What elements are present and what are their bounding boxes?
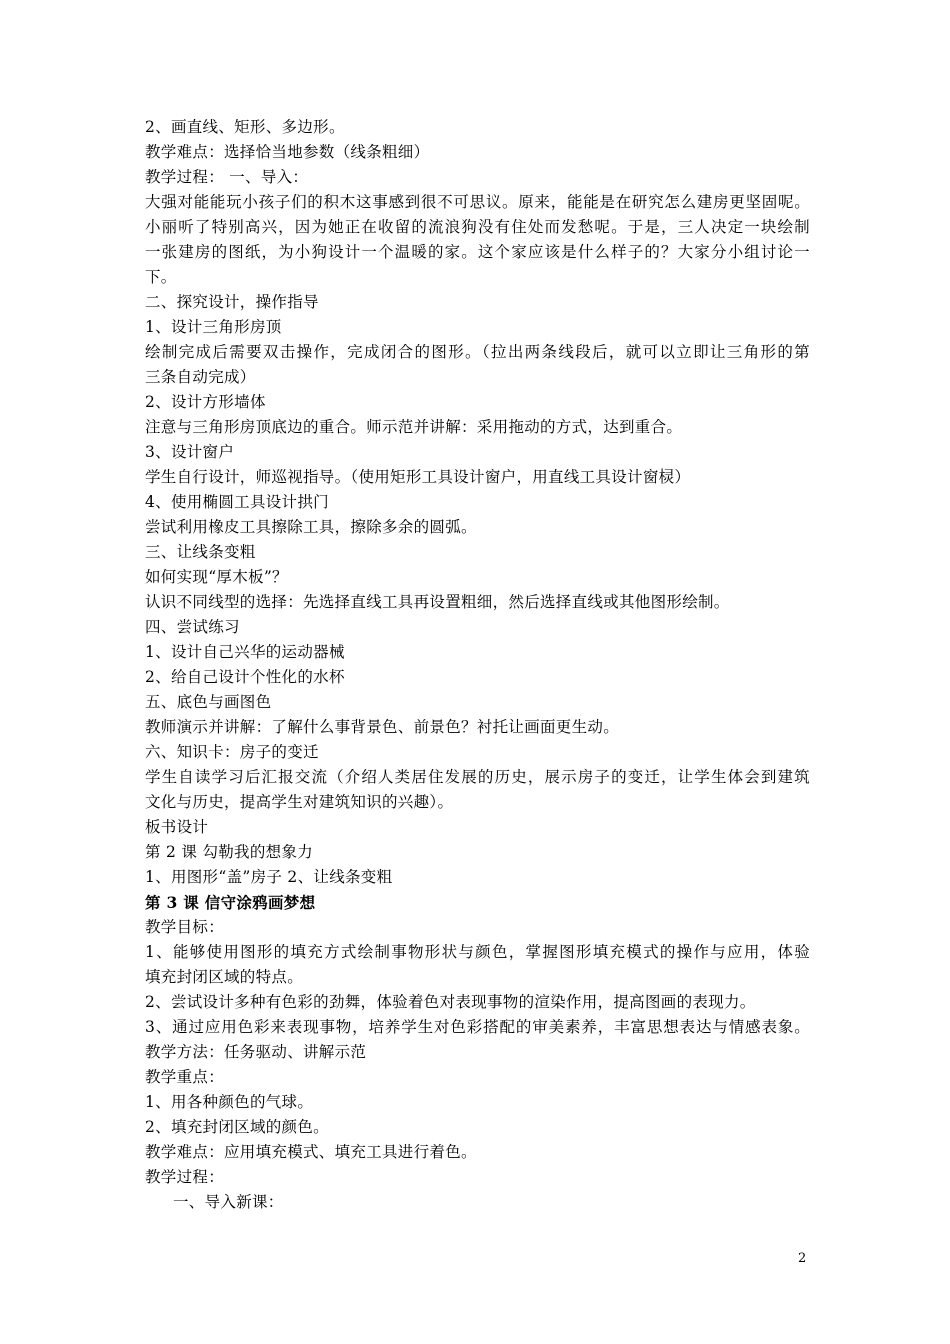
text-line: 2、设计方形墙体 bbox=[145, 393, 266, 411]
text-line: 下。 bbox=[145, 268, 177, 286]
section-heading: 二、探究设计，操作指导 bbox=[145, 293, 319, 311]
text-line: 尝试利用橡皮工具擦除工具，擦除多余的圆弧。 bbox=[145, 518, 477, 536]
section-heading: 四、尝试练习 bbox=[145, 618, 240, 636]
text-line: 教学方法：任务驱动、讲解示范 bbox=[145, 1043, 367, 1061]
text-line: 3、通过应用色彩来表现事物，培养学生对色彩搭配的审美素养，丰富思想表达与情感表象。 bbox=[145, 1018, 810, 1036]
text-line: 1、设计自己兴华的运动器械 bbox=[145, 643, 345, 661]
text-line: 一张建房的图纸，为小狗设计一个温暖的家。这个家应该是什么样子的？大家分小组讨论一 bbox=[145, 243, 810, 261]
text-line: 4、使用椭圆工具设计拱门 bbox=[145, 493, 329, 511]
text-line: 认识不同线型的选择：先选择直线工具再设置粗细，然后选择直线或其他图形绘制。 bbox=[145, 593, 730, 611]
text-line: 1、用图形“盖”房子 2、让线条变粗 bbox=[145, 868, 393, 886]
lesson-title: 第 3 课 信守涂鸦画梦想 bbox=[145, 893, 316, 912]
text-line: 2、画直线、矩形、多边形。 bbox=[145, 118, 345, 136]
text-line: 1、用各种颜色的气球。 bbox=[145, 1093, 314, 1111]
lesson-title: 第 2 课 勾勒我的想象力 bbox=[145, 843, 314, 861]
text-line: 板书设计 bbox=[145, 818, 209, 836]
text-line: 2、给自己设计个性化的水杯 bbox=[145, 668, 345, 686]
text-line: 注意与三角形房顶底边的重合。师示范并讲解：采用拖动的方式，达到重合。 bbox=[145, 418, 683, 436]
text-line: 教学过程： bbox=[145, 1168, 225, 1186]
text-line: 填充封闭区域的特点。 bbox=[145, 968, 304, 986]
text-line: 2、填充封闭区域的颜色。 bbox=[145, 1118, 329, 1136]
text-line: 教学难点：应用填充模式、填充工具进行着色。 bbox=[145, 1143, 477, 1161]
text-line: 1、设计三角形房顶 bbox=[145, 318, 282, 336]
text-line: 2、尝试设计多种有色彩的劲舞，体验着色对表现事物的渲染作用，提高图画的表现力。 bbox=[145, 993, 756, 1011]
text-line: 教学难点：选择恰当地参数（线条粗细） bbox=[145, 143, 430, 161]
text-line: 1、能够使用图形的填充方式绘制事物形状与颜色，掌握图形填充模式的操作与应用，体验 bbox=[145, 943, 810, 961]
text-line: 文化与历史，提高学生对建筑知识的兴趣）。 bbox=[145, 793, 454, 811]
text-line: 三条自动完成） bbox=[145, 368, 256, 386]
text-line: 绘制完成后需要双击操作，完成闭合的图形。（拉出两条线段后，就可以立即让三角形的第 bbox=[145, 343, 810, 361]
text-line: 教学重点： bbox=[145, 1068, 225, 1086]
text-line: 教学过程： 一、导入： bbox=[145, 168, 309, 186]
section-heading: 五、底色与画图色 bbox=[145, 693, 272, 711]
text-line: 小丽听了特别高兴，因为她正在收留的流浪狗没有住处而发愁呢。于是，三人决定一块绘制 bbox=[145, 218, 810, 236]
text-line: 学生自行设计，师巡视指导。（使用矩形工具设计窗户，用直线工具设计窗棂） bbox=[145, 468, 691, 486]
section-heading: 三、让线条变粗 bbox=[145, 543, 256, 561]
text-line: 大强对能能玩小孩子们的积木这事感到很不可思议。原来，能能是在研究怎么建房更坚固呢。 bbox=[145, 193, 810, 211]
text-line: 教学目标： bbox=[145, 918, 225, 936]
section-heading: 六、知识卡：房子的变迁 bbox=[145, 743, 319, 761]
text-line: 学生自读学习后汇报交流（介绍人类居住发展的历史，展示房子的变迁，让学生体会到建筑 bbox=[145, 768, 810, 786]
text-line: 一、导入新课： bbox=[173, 1193, 284, 1211]
text-line: 教师演示并讲解：了解什么事背景色、前景色？衬托让画面更生动。 bbox=[145, 718, 620, 736]
page-number: 2 bbox=[798, 1251, 807, 1266]
text-line: 3、设计窗户 bbox=[145, 443, 235, 461]
document-body bbox=[145, 115, 810, 1215]
text-line: 如何实现“厚木板”？ bbox=[145, 568, 288, 586]
